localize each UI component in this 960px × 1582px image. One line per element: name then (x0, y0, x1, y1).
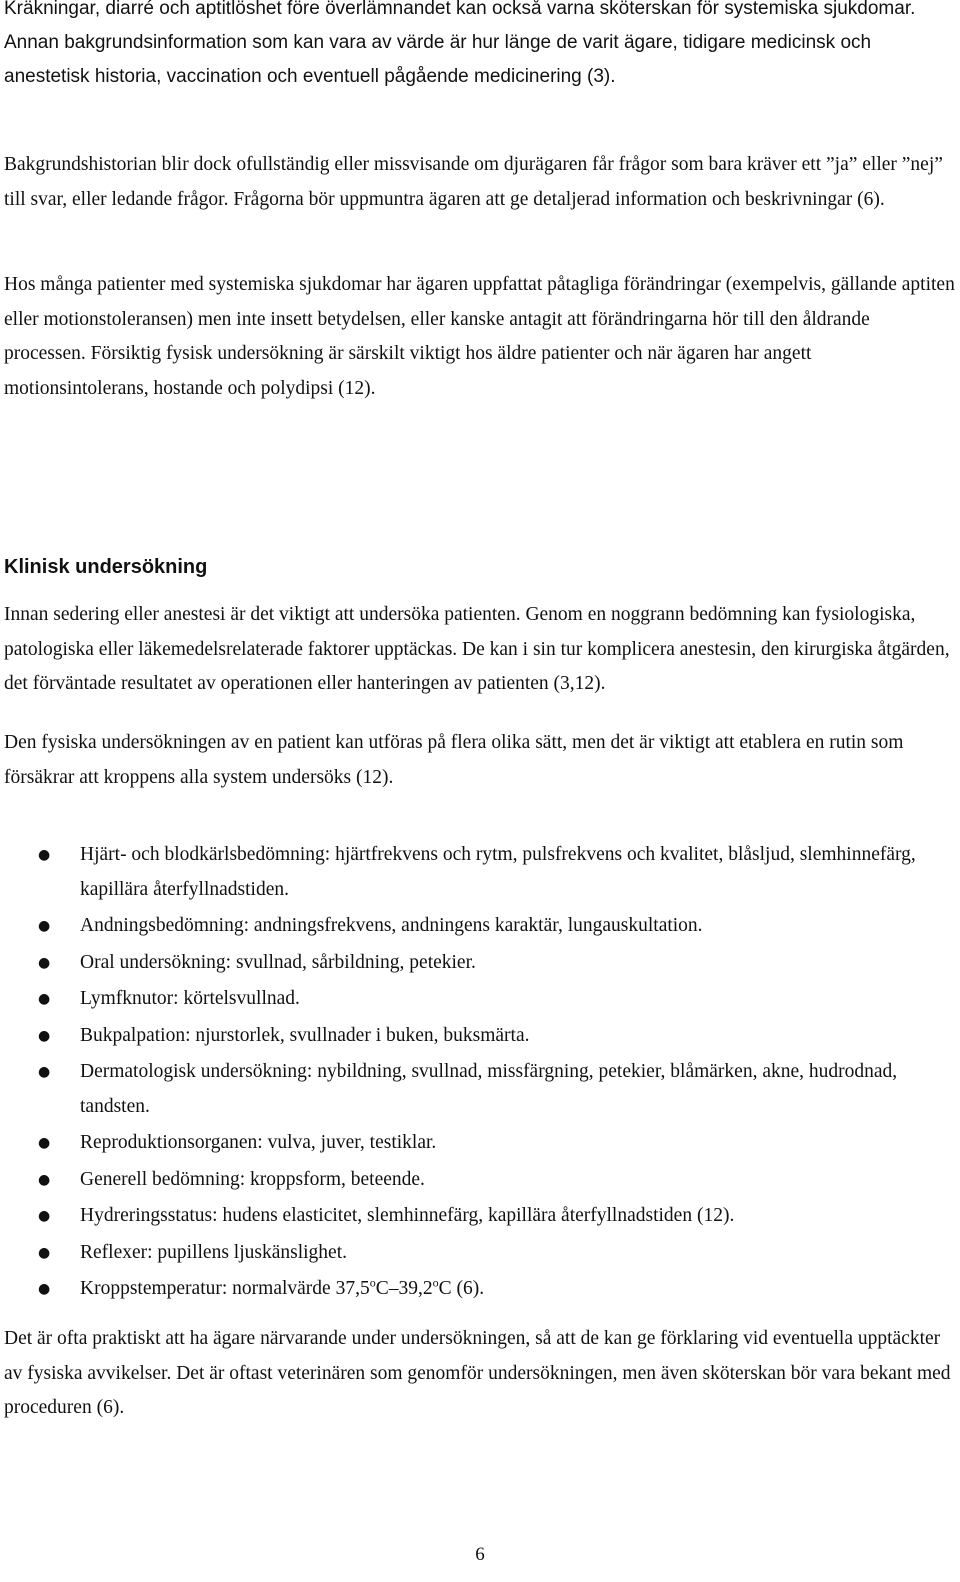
list-item: ● Oral undersökning: svullnad, sårbildning, petekier. (0, 946, 950, 981)
list-item: ● Hjärt- och blodkärlsbedömning: hjärtfrekvens och rytm, pulsfrekvens och kvalitet, blåsljud, slemhinnefärg, kapillära återfyllnadstiden. (0, 838, 950, 907)
list-item: ● Reflexer: pupillens ljuskänslighet. (0, 1236, 950, 1271)
page-number: 6 (475, 1544, 485, 1565)
bullet-icon: ● (38, 954, 51, 971)
bullet-icon: ● (38, 1064, 51, 1080)
paragraph-exam-before-anesthesia: Innan sedering eller anestesi är det viktigt att undersöka patienten. Genom en noggrann bedömning kan fysiologiska, patologiska eller läkemedelsrelaterade faktorer upptäckas. De kan i sin tur komplicera anestesin, den kirurgiska åtgärden, det förväntade resultatet av operationen eller hanteringen av patienten (3,12). (4, 604, 950, 694)
paragraph-history-intro: Kräkningar, diarré och aptitlöshet före överlämnandet kan också varna sköterskan för systemiska sjukdomar. Annan bakgrundsinformation som kan vara av värde är hur länge de varit ägare, tidigare medicinsk och anestetisk historia, vaccination och eventuell pågående medicinering (3). (4, 0, 916, 87)
bullet-icon: ● (38, 847, 51, 863)
list-item: ● Reproduktionsorganen: vulva, juver, testiklar. (0, 1126, 950, 1161)
bullet-icon: ● (38, 991, 51, 1007)
paragraph-exam-routine: Den fysiska undersökningen av en patient kan utföras på flera olika sätt, men det är viktigt att etablera en rutin som försäkrar att kroppens alla system undersöks (12). (4, 732, 904, 788)
list-item: ● Andningsbedömning: andningsfrekvens, andningens karaktär, lungauskultation. (0, 909, 950, 944)
list-item: ● Hydreringsstatus: hudens elasticitet, slemhinnefärg, kapillära återfyllnadstiden (12). (0, 1199, 950, 1234)
bullet-icon: ● (38, 918, 51, 934)
paragraph-systemic-disease: Hos många patienter med systemiska sjukdomar har ägaren uppfattat påtagliga förändringar (exempelvis, gällande aptiten eller motionstoleransen) men inte insett betydelsen, eller kanske antagit att förändringarna hör till den åldrande processen. Försiktig fysisk undersökning är särskilt viktigt hos äldre patienter och när ägaren har angett motionsintolerans, hostande och polydipsi (12). (4, 274, 955, 399)
list-item: ● Generell bedömning: kroppsform, beteende. (0, 1163, 950, 1198)
bullet-icon: ● (38, 1244, 51, 1261)
exam-checklist (0, 838, 960, 1309)
bullet-icon: ● (38, 1027, 51, 1044)
paragraph-owner-present: Det är ofta praktiskt att ha ägare närvarande under undersökningen, så att de kan ge förklaring vid eventuella upptäckter av fysiska avvikelser. Det är oftast veterinären som genomför undersökningen, men även sköterskan bör vara bekant med proceduren (6). (4, 1328, 951, 1418)
list-item: ● Bukpalpation: njurstorlek, svullnader i buken, buksmärta. (0, 1019, 950, 1054)
list-item: ● Dermatologisk undersökning: nybildning, svullnad, missfärgning, petekier, blåmärken, akne, hudrodnad, tandsten. (0, 1055, 950, 1124)
bullet-icon: ● (38, 1135, 51, 1151)
bullet-icon: ● (38, 1208, 51, 1224)
list-item: ● Lymfknutor: körtelsvullnad. (0, 982, 950, 1017)
list-item-temperature: ● Kroppstemperatur: normalvärde 37,5$^o$C–39,2$^o$C (6). (0, 1272, 950, 1307)
paragraph-leading-questions: Bakgrundshistorian blir dock ofullständig eller missvisande om djurägaren får frågor som bara kräver ett ”ja” eller ”nej” till svar, eller ledande frågor. Frågorna bör uppmuntra ägaren att ge detaljerad information och beskrivningar (6). (4, 154, 943, 210)
bullet-icon: ● (38, 1281, 51, 1297)
section-heading: Klinisk undersökning (4, 556, 208, 578)
bullet-icon: ● (38, 1171, 51, 1188)
